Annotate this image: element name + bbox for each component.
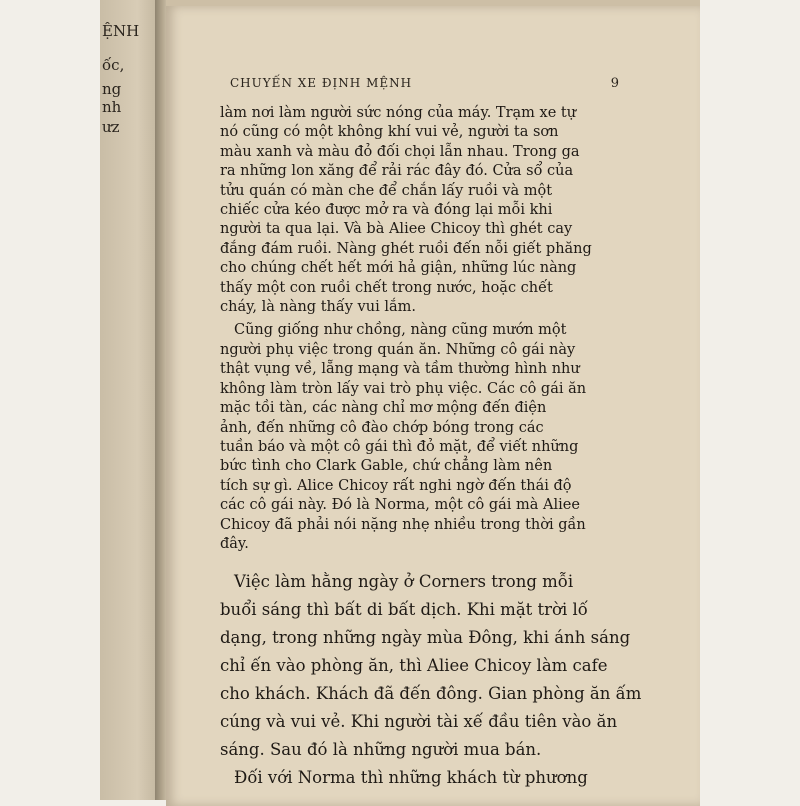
text-line: cho khách. Khách đã đến đông. Gian phòng ăn ấm <box>220 684 642 704</box>
left-page-fragment: ốc, <box>102 56 125 74</box>
text-line: buổi sáng thì bất di bất dịch. Khi mặt trời lố <box>220 600 588 620</box>
text-line: tửu quán có màn che để chắn lấy ruồi và một <box>220 182 553 199</box>
left-page-fragment: ng <box>102 80 122 98</box>
text-line: thật vụng về, lẵng mạng và tầm thường hình như <box>220 361 580 378</box>
text-line: sáng. Sau đó là những người mua bán. <box>220 740 542 760</box>
text-line: đắng đám ruồi. Nàng ghét ruồi đến nỗi giết phăng <box>220 240 592 257</box>
left-page-edge <box>100 0 162 800</box>
text-line: tuần báo và một cô gái thì đỏ mặt, để viết những <box>220 438 579 455</box>
text-line: ảnh, đến những cô đào chớp bóng trong các <box>220 419 544 436</box>
body-text <box>220 104 640 792</box>
text-line: Đối với Norma thì những khách từ phương <box>234 768 588 788</box>
left-page-fragment: ưz <box>102 118 120 136</box>
text-line: bức tình cho Clark Gable, chứ chẳng làm nên <box>220 458 553 475</box>
text-line: các cô gái này. Đó là Norma, một cô gái mà Aliee <box>220 497 580 514</box>
page-number: 9 <box>610 76 620 91</box>
text-line: người ta qua lại. Và bà Aliee Chicoy thì ghét cay <box>220 221 573 238</box>
running-header <box>230 76 620 96</box>
text-line: tích sự gì. Alice Chicoy rất nghi ngờ đến thái độ <box>220 477 572 494</box>
text-line: thấy một con ruồi chết trong nước, hoặc chết <box>220 279 553 296</box>
text-line: cháy, là nàng thấy vui lắm. <box>220 299 416 316</box>
text-line: dạng, trong những ngày mùa Đông, khi ánh sáng <box>220 628 631 648</box>
text-line: đây. <box>220 535 249 552</box>
text-line: mặc tồi tàn, các nàng chỉ mơ mộng đến điện <box>220 400 547 417</box>
left-page-fragment: nh <box>102 98 122 116</box>
text-line: chỉ ến vào phòng ăn, thì Aliee Chicoy làm cafe <box>220 656 608 676</box>
text-line: cho chúng chết hết mới hả giận, những lúc nàng <box>220 260 577 277</box>
text-line: Cũng giống như chồng, nàng cũng mướn một <box>234 322 567 339</box>
text-line: Chicoy đã phải nói nặng nhẹ nhiều trong thời gần <box>220 516 586 533</box>
text-line: làm nơi làm người sức nóng của máy. Trạm xe tự <box>220 105 577 121</box>
text-line: nó cũng có một không khí vui vẻ, người ta sơn <box>220 124 559 141</box>
text-line: màu xanh và màu đỏ đối chọi lẫn nhau. Trong ga <box>220 143 580 160</box>
text-line: chiếc cửa kéo được mở ra và đóng lại mỗi khi <box>220 202 553 219</box>
text-line: cúng và vui vẻ. Khi người tài xế đầu tiên vào ăn <box>220 712 618 732</box>
text-line: ra những lon xăng để rải rác đây đó. Cửa sổ của <box>220 163 574 180</box>
left-page-fragment: ỆNH <box>102 22 140 40</box>
running-title: CHUYẾN XE ĐỊNH MỆNH <box>230 76 413 90</box>
text-line: người phụ việc trong quán ăn. Những cô gái này <box>220 341 576 358</box>
text-line: không làm tròn lấy vai trò phụ việc. Các cô gái ăn <box>220 380 587 397</box>
text-line: Việc làm hằng ngày ở Corners trong mỗi <box>234 572 574 592</box>
